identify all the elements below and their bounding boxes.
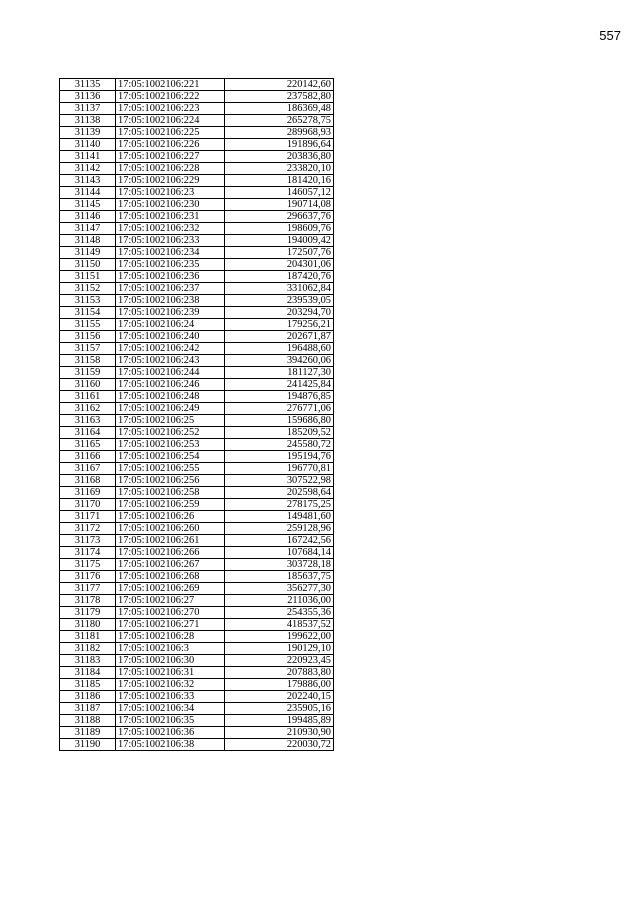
cadastral-number-cell: 17:05:1002106:224 [116, 115, 225, 127]
cadastral-value-cell: 179256,21 [225, 319, 334, 331]
cadastral-number-cell: 17:05:1002106:222 [116, 91, 225, 103]
table-row [60, 439, 334, 451]
cadastral-number-cell: 17:05:1002106:24 [116, 319, 225, 331]
table-row [60, 379, 334, 391]
cadastral-value-cell: 204301,06 [225, 259, 334, 271]
table-row [60, 631, 334, 643]
cadastral-value-cell: 172507,76 [225, 247, 334, 259]
cadastral-number-cell: 17:05:1002106:33 [116, 691, 225, 703]
cadastral-number-cell: 17:05:1002106:226 [116, 139, 225, 151]
table-row [60, 415, 334, 427]
table-row [60, 391, 334, 403]
cadastral-value-cell: 259128,96 [225, 523, 334, 535]
table-row [60, 715, 334, 727]
table-row [60, 307, 334, 319]
row-number-cell: 31158 [60, 355, 116, 367]
row-number-cell: 31180 [60, 619, 116, 631]
cadastral-number-cell: 17:05:1002106:248 [116, 391, 225, 403]
table-row [60, 91, 334, 103]
table-row [60, 367, 334, 379]
cadastral-value-cell: 187420,76 [225, 271, 334, 283]
table-row [60, 511, 334, 523]
cadastral-number-cell: 17:05:1002106:35 [116, 715, 225, 727]
row-number-cell: 31141 [60, 151, 116, 163]
cadastral-value-cell: 207883,80 [225, 667, 334, 679]
cadastral-number-cell: 17:05:1002106:267 [116, 559, 225, 571]
cadastral-value-cell: 190129,10 [225, 643, 334, 655]
table-row [60, 331, 334, 343]
table-row [60, 703, 334, 715]
row-number-cell: 31135 [60, 79, 116, 91]
row-number-cell: 31159 [60, 367, 116, 379]
row-number-cell: 31169 [60, 487, 116, 499]
table-row [60, 523, 334, 535]
row-number-cell: 31161 [60, 391, 116, 403]
cadastral-number-cell: 17:05:1002106:229 [116, 175, 225, 187]
cadastral-number-cell: 17:05:1002106:26 [116, 511, 225, 523]
table-row [60, 679, 334, 691]
row-number-cell: 31188 [60, 715, 116, 727]
table-row [60, 571, 334, 583]
cadastral-value-cell: 190714,08 [225, 199, 334, 211]
table-row [60, 655, 334, 667]
table-row [60, 187, 334, 199]
row-number-cell: 31155 [60, 319, 116, 331]
cadastral-value-cell: 159686,80 [225, 415, 334, 427]
table-row [60, 355, 334, 367]
cadastral-number-cell: 17:05:1002106:270 [116, 607, 225, 619]
cadastral-value-cell: 107684,14 [225, 547, 334, 559]
row-number-cell: 31190 [60, 739, 116, 751]
table-row [60, 559, 334, 571]
cadastral-number-cell: 17:05:1002106:243 [116, 355, 225, 367]
cadastral-number-cell: 17:05:1002106:223 [116, 103, 225, 115]
row-number-cell: 31146 [60, 211, 116, 223]
table-row [60, 427, 334, 439]
cadastral-value-cell: 237582,80 [225, 91, 334, 103]
cadastral-value-cell: 199622,00 [225, 631, 334, 643]
cadastral-value-cell: 241425,84 [225, 379, 334, 391]
cadastral-number-cell: 17:05:1002106:240 [116, 331, 225, 343]
cadastral-value-cell: 185209,52 [225, 427, 334, 439]
cadastral-value-cell: 194876,85 [225, 391, 334, 403]
row-number-cell: 31165 [60, 439, 116, 451]
cadastral-number-cell: 17:05:1002106:261 [116, 535, 225, 547]
row-number-cell: 31157 [60, 343, 116, 355]
cadastral-number-cell: 17:05:1002106:246 [116, 379, 225, 391]
cadastral-value-cell: 146057,12 [225, 187, 334, 199]
cadastral-number-cell: 17:05:1002106:31 [116, 667, 225, 679]
cadastral-number-cell: 17:05:1002106:249 [116, 403, 225, 415]
table-row [60, 463, 334, 475]
cadastral-number-cell: 17:05:1002106:221 [116, 79, 225, 91]
row-number-cell: 31182 [60, 643, 116, 655]
row-number-cell: 31152 [60, 283, 116, 295]
row-number-cell: 31148 [60, 235, 116, 247]
table-row [60, 547, 334, 559]
cadastral-value-cell: 196488,60 [225, 343, 334, 355]
row-number-cell: 31171 [60, 511, 116, 523]
row-number-cell: 31149 [60, 247, 116, 259]
row-number-cell: 31137 [60, 103, 116, 115]
table-row [60, 499, 334, 511]
table-row [60, 79, 334, 91]
cadastral-value-cell: 149481,60 [225, 511, 334, 523]
table-row [60, 607, 334, 619]
cadastral-number-cell: 17:05:1002106:230 [116, 199, 225, 211]
row-number-cell: 31173 [60, 535, 116, 547]
cadastral-number-cell: 17:05:1002106:256 [116, 475, 225, 487]
row-number-cell: 31189 [60, 727, 116, 739]
row-number-cell: 31136 [60, 91, 116, 103]
row-number-cell: 31183 [60, 655, 116, 667]
cadastral-value-cell: 265278,75 [225, 115, 334, 127]
cadastral-value-cell: 220142,60 [225, 79, 334, 91]
cadastral-number-cell: 17:05:1002106:253 [116, 439, 225, 451]
row-number-cell: 31138 [60, 115, 116, 127]
cadastral-value-cell: 199485,89 [225, 715, 334, 727]
row-number-cell: 31163 [60, 415, 116, 427]
table-row [60, 127, 334, 139]
cadastral-value-cell: 211036,00 [225, 595, 334, 607]
cadastral-number-cell: 17:05:1002106:234 [116, 247, 225, 259]
cadastral-value-cell: 233820,10 [225, 163, 334, 175]
cadastral-number-cell: 17:05:1002106:30 [116, 655, 225, 667]
cadastral-number-cell: 17:05:1002106:237 [116, 283, 225, 295]
row-number-cell: 31153 [60, 295, 116, 307]
cadastral-value-cell: 179886,00 [225, 679, 334, 691]
table-body [60, 79, 334, 751]
row-number-cell: 31160 [60, 379, 116, 391]
table-row [60, 223, 334, 235]
cadastral-value-cell: 194009,42 [225, 235, 334, 247]
table-row [60, 247, 334, 259]
cadastral-number-cell: 17:05:1002106:27 [116, 595, 225, 607]
table-row [60, 163, 334, 175]
cadastral-value-cell: 394260,06 [225, 355, 334, 367]
cadastral-number-cell: 17:05:1002106:227 [116, 151, 225, 163]
table-row [60, 115, 334, 127]
cadastral-value-cell: 303728,18 [225, 559, 334, 571]
row-number-cell: 31145 [60, 199, 116, 211]
cadastral-number-cell: 17:05:1002106:36 [116, 727, 225, 739]
row-number-cell: 31167 [60, 463, 116, 475]
cadastral-number-cell: 17:05:1002106:23 [116, 187, 225, 199]
cadastral-number-cell: 17:05:1002106:258 [116, 487, 225, 499]
cadastral-value-cell: 202598,64 [225, 487, 334, 499]
cadastral-number-cell: 17:05:1002106:232 [116, 223, 225, 235]
cadastral-number-cell: 17:05:1002106:238 [116, 295, 225, 307]
cadastral-number-cell: 17:05:1002106:259 [116, 499, 225, 511]
table-row [60, 403, 334, 415]
table-row [60, 619, 334, 631]
row-number-cell: 31187 [60, 703, 116, 715]
cadastral-value-cell: 356277,30 [225, 583, 334, 595]
cadastral-number-cell: 17:05:1002106:25 [116, 415, 225, 427]
row-number-cell: 31181 [60, 631, 116, 643]
cadastral-value-cell: 331062,84 [225, 283, 334, 295]
cadastral-value-cell: 181127,30 [225, 367, 334, 379]
cadastral-number-cell: 17:05:1002106:268 [116, 571, 225, 583]
row-number-cell: 31140 [60, 139, 116, 151]
row-number-cell: 31147 [60, 223, 116, 235]
cadastral-value-cell: 235905,16 [225, 703, 334, 715]
cadastral-value-cell: 254355,36 [225, 607, 334, 619]
row-number-cell: 31151 [60, 271, 116, 283]
cadastral-value-cell: 239539,05 [225, 295, 334, 307]
row-number-cell: 31164 [60, 427, 116, 439]
cadastral-value-cell: 278175,25 [225, 499, 334, 511]
table-row [60, 139, 334, 151]
cadastral-value-cell: 198609,76 [225, 223, 334, 235]
row-number-cell: 31166 [60, 451, 116, 463]
cadastral-value-cell: 220923,45 [225, 655, 334, 667]
table-row [60, 343, 334, 355]
cadastral-value-cell: 191896,64 [225, 139, 334, 151]
cadastral-number-cell: 17:05:1002106:231 [116, 211, 225, 223]
cadastral-value-cell: 185637,75 [225, 571, 334, 583]
data-table [59, 78, 334, 751]
row-number-cell: 31186 [60, 691, 116, 703]
cadastral-number-cell: 17:05:1002106:266 [116, 547, 225, 559]
row-number-cell: 31175 [60, 559, 116, 571]
cadastral-value-cell: 181420,16 [225, 175, 334, 187]
table-row [60, 151, 334, 163]
cadastral-value-cell: 289968,93 [225, 127, 334, 139]
table-row [60, 271, 334, 283]
table-row [60, 103, 334, 115]
table-row [60, 727, 334, 739]
table-row [60, 319, 334, 331]
cadastral-number-cell: 17:05:1002106:38 [116, 739, 225, 751]
row-number-cell: 31176 [60, 571, 116, 583]
cadastral-number-cell: 17:05:1002106:269 [116, 583, 225, 595]
cadastral-value-cell: 296637,76 [225, 211, 334, 223]
table-row [60, 583, 334, 595]
row-number-cell: 31144 [60, 187, 116, 199]
cadastral-value-cell: 210930,90 [225, 727, 334, 739]
table-row [60, 259, 334, 271]
table-row [60, 451, 334, 463]
cadastral-number-cell: 17:05:1002106:254 [116, 451, 225, 463]
cadastral-value-cell: 307522,98 [225, 475, 334, 487]
cadastral-value-cell: 195194,76 [225, 451, 334, 463]
table-row [60, 283, 334, 295]
cadastral-number-cell: 17:05:1002106:225 [116, 127, 225, 139]
table-row [60, 643, 334, 655]
cadastral-number-cell: 17:05:1002106:239 [116, 307, 225, 319]
cadastral-value-cell: 276771,06 [225, 403, 334, 415]
cadastral-number-cell: 17:05:1002106:242 [116, 343, 225, 355]
row-number-cell: 31139 [60, 127, 116, 139]
row-number-cell: 31162 [60, 403, 116, 415]
table-row [60, 691, 334, 703]
cadastral-value-cell: 245580,72 [225, 439, 334, 451]
cadastral-value-cell: 418537,52 [225, 619, 334, 631]
table-row [60, 199, 334, 211]
table-row [60, 667, 334, 679]
cadastral-value-cell: 202671,87 [225, 331, 334, 343]
table-row [60, 475, 334, 487]
row-number-cell: 31184 [60, 667, 116, 679]
cadastral-number-cell: 17:05:1002106:32 [116, 679, 225, 691]
table-row [60, 739, 334, 751]
row-number-cell: 31142 [60, 163, 116, 175]
table-row [60, 175, 334, 187]
cadastral-number-cell: 17:05:1002106:28 [116, 631, 225, 643]
cadastral-value-cell: 220030,72 [225, 739, 334, 751]
cadastral-number-cell: 17:05:1002106:34 [116, 703, 225, 715]
cadastral-value-cell: 203294,70 [225, 307, 334, 319]
cadastral-number-cell: 17:05:1002106:233 [116, 235, 225, 247]
row-number-cell: 31179 [60, 607, 116, 619]
cadastral-value-cell: 203836,80 [225, 151, 334, 163]
cadastral-number-cell: 17:05:1002106:235 [116, 259, 225, 271]
cadastral-number-cell: 17:05:1002106:3 [116, 643, 225, 655]
cadastral-number-cell: 17:05:1002106:244 [116, 367, 225, 379]
cadastral-number-cell: 17:05:1002106:271 [116, 619, 225, 631]
cadastral-value-cell: 186369,48 [225, 103, 334, 115]
row-number-cell: 31154 [60, 307, 116, 319]
table-row [60, 487, 334, 499]
cadastral-number-cell: 17:05:1002106:255 [116, 463, 225, 475]
row-number-cell: 31150 [60, 259, 116, 271]
table-row [60, 235, 334, 247]
row-number-cell: 31156 [60, 331, 116, 343]
row-number-cell: 31143 [60, 175, 116, 187]
row-number-cell: 31170 [60, 499, 116, 511]
row-number-cell: 31174 [60, 547, 116, 559]
cadastral-number-cell: 17:05:1002106:228 [116, 163, 225, 175]
row-number-cell: 31172 [60, 523, 116, 535]
row-number-cell: 31168 [60, 475, 116, 487]
cadastral-value-cell: 167242,56 [225, 535, 334, 547]
cadastral-number-cell: 17:05:1002106:252 [116, 427, 225, 439]
table-row [60, 595, 334, 607]
table-row [60, 295, 334, 307]
table-row [60, 535, 334, 547]
table-row [60, 211, 334, 223]
row-number-cell: 31185 [60, 679, 116, 691]
cadastral-value-cell: 202240,15 [225, 691, 334, 703]
cadastral-number-cell: 17:05:1002106:236 [116, 271, 225, 283]
row-number-cell: 31178 [60, 595, 116, 607]
cadastral-number-cell: 17:05:1002106:260 [116, 523, 225, 535]
cadastral-value-cell: 196770,81 [225, 463, 334, 475]
page-number: 557 [599, 28, 621, 43]
row-number-cell: 31177 [60, 583, 116, 595]
